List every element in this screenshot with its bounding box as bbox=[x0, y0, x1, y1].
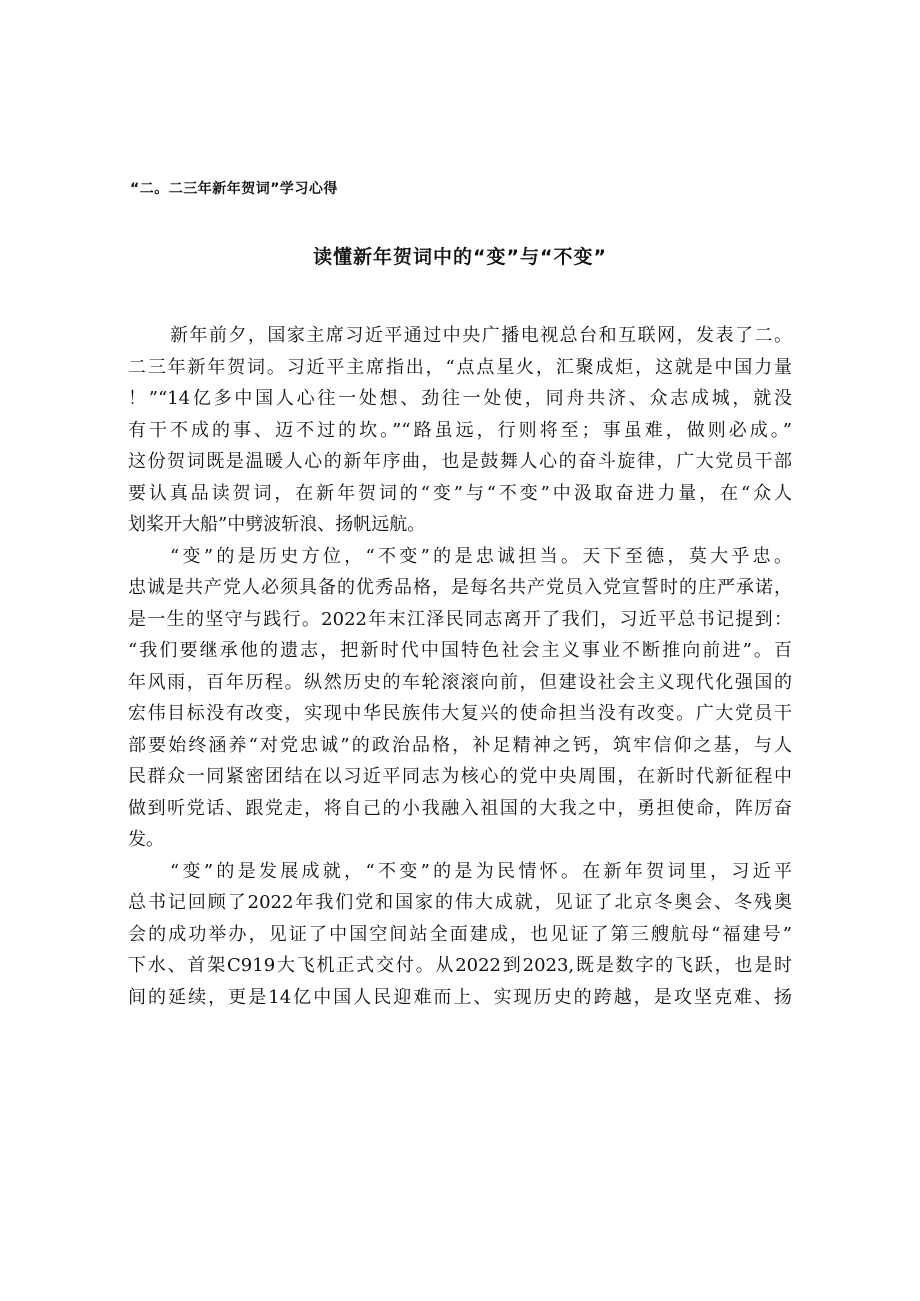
body-line: 会的成功举办，见证了中国空间站全面建成，也见证了第三艘航母“福建号” bbox=[128, 923, 792, 945]
body-line: “我们要继承他的遗志，把新时代中国特色社会主义事业不断推向前进”。百 bbox=[128, 640, 792, 661]
body-line: 这份贺词既是温暖人心的新年序曲，也是鼓舞人心的奋斗旋律，广大党员干部 bbox=[128, 451, 792, 472]
body-line: 下水、首架C919大飞机正式交付。从2022到2023,既是数字的飞跃，也是时 bbox=[128, 955, 792, 976]
body-line: 做到听党话、跟党走，将自己的小我融入祖国的大我之中，勇担使命，阵厉奋 bbox=[128, 797, 792, 819]
body-line: “变”的是发展成就，“不变”的是为民情怀。在新年贺词里，习近平 bbox=[170, 860, 792, 882]
document-body bbox=[128, 320, 792, 1013]
body-line: 新年前夕，国家主席习近平通过中央广播电视总台和互联网，发表了二。 bbox=[170, 325, 792, 346]
body-line: 二三年新年贺词。习近平主席指出，“点点星火，汇聚成炬，这就是中国力量 bbox=[128, 356, 792, 378]
document-title: 读懂新年贺词中的“变”与“不变” bbox=[313, 246, 607, 268]
body-line: 间的延续，更是14亿中国人民迎难而上、实现历史的跨越，是攻坚克难、扬 bbox=[128, 986, 792, 1008]
body-line: 有干不成的事、迈不过的坎。”“路虽远，行则将至；事虽难，做则必成。” bbox=[128, 419, 792, 441]
body-line: 忠诚是共产党人必须具备的优秀品格，是每名共产党员入党宣誓时的庄严承诺， bbox=[128, 577, 792, 598]
body-line: “变”的是历史方位，“不变”的是忠诚担当。天下至德，莫大乎忠。 bbox=[170, 545, 792, 567]
body-line: 宏伟目标没有改变，实现中华民族伟大复兴的使命担当没有改变。广大党员干 bbox=[128, 703, 792, 724]
body-line: 部要始终涵养“对党忠诚”的政治品格，补足精神之钙，筑牢信仰之基，与人 bbox=[128, 734, 792, 756]
body-line: 民群众一同紧密团结在以习近平同志为核心的党中央周围，在新时代新征程中 bbox=[128, 766, 792, 787]
body-line: 年风雨，百年历程。纵然历史的车轮滚滚向前，但建设社会主义现代化强国的 bbox=[128, 671, 792, 693]
body-line: 总书记回顾了2022年我们党和国家的伟大成就，见证了北京冬奥会、冬残奥 bbox=[128, 892, 792, 913]
body-line: ！”“14亿多中国人心往一处想、劲往一处使，同舟共济、众志成城，就没 bbox=[128, 388, 792, 409]
body-line: 划桨开大船”中劈波斩浪、扬帆远航。 bbox=[128, 514, 426, 535]
body-line: 要认真品读贺词，在新年贺词的“变”与“不变”中汲取奋进力量，在“众人 bbox=[128, 482, 792, 504]
document-header: “二。二三年新年贺词”学习心得 bbox=[130, 181, 338, 197]
body-line: 发。 bbox=[128, 829, 164, 850]
body-line: 是一生的坚守与践行。2022年末江泽民同志离开了我们，习近平总书记提到： bbox=[128, 608, 792, 630]
